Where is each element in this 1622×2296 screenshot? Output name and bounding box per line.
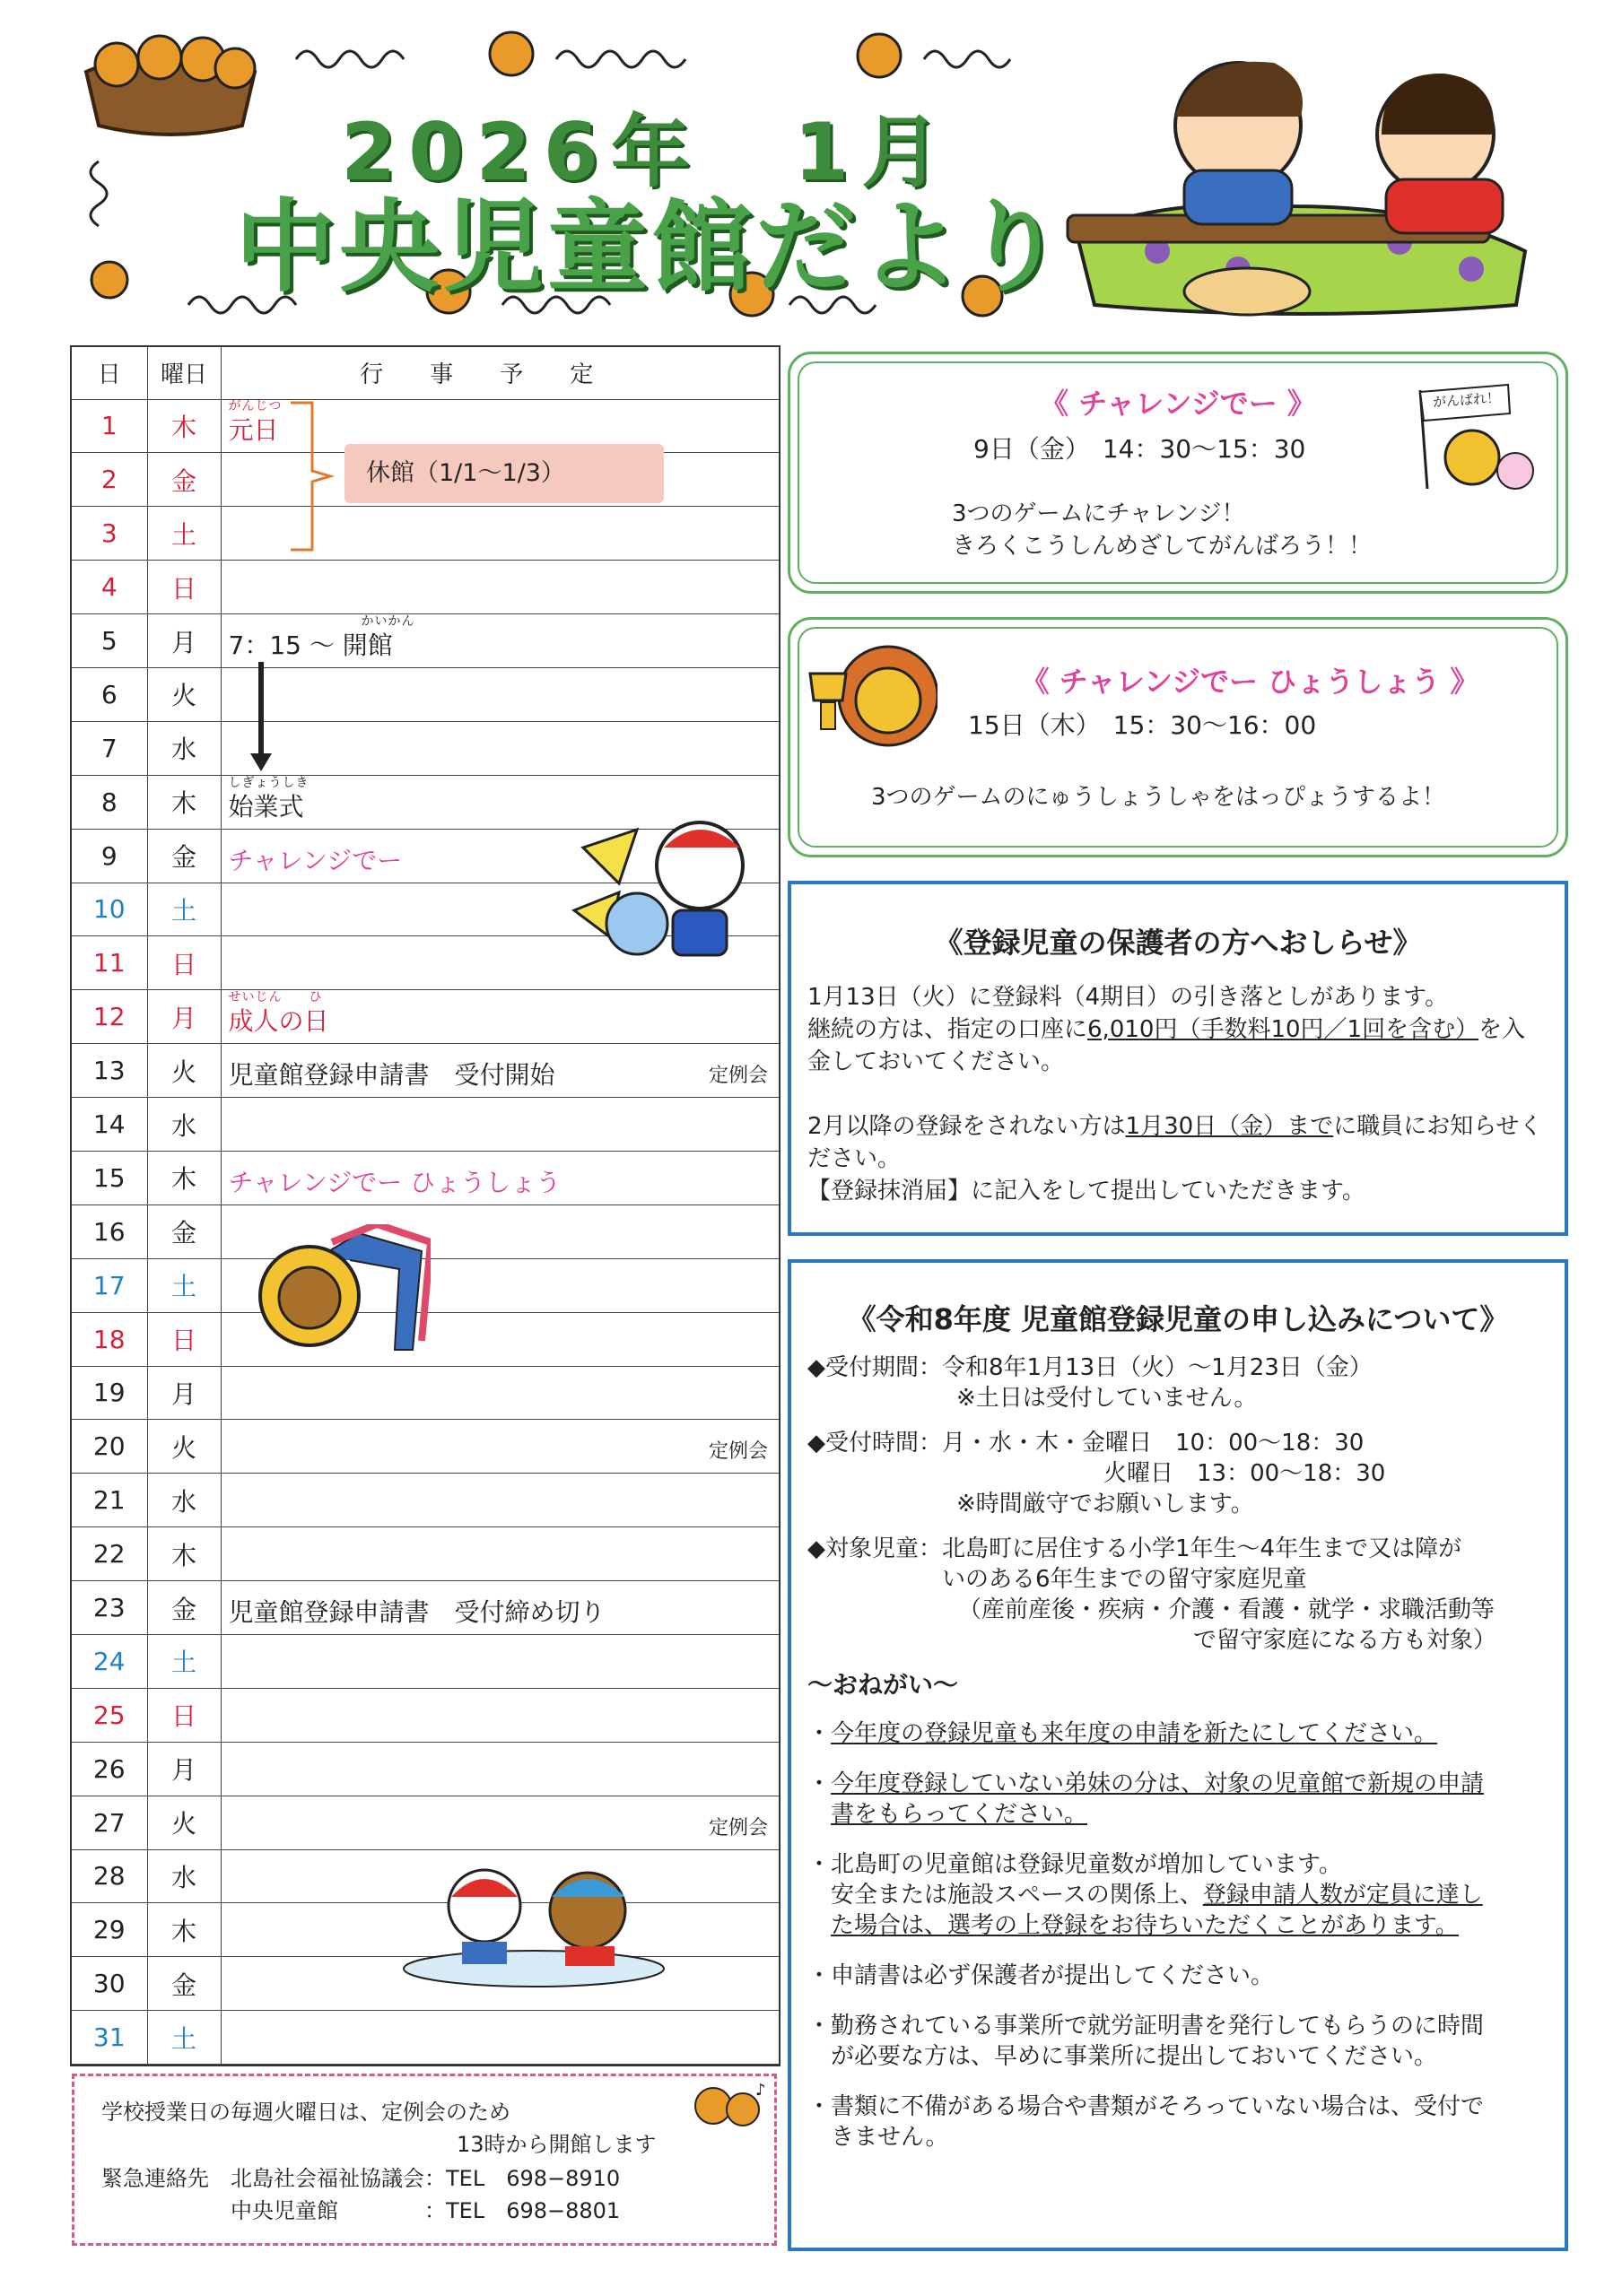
calendar-weekday: 水 <box>147 1474 221 1527</box>
event-label: 始業式 <box>228 791 304 822</box>
calendar-row <box>72 2011 779 2065</box>
calendar-event <box>221 2011 779 2065</box>
calendar-day: 29 <box>72 1903 147 1957</box>
onegai-heading: 〜おねがい〜 <box>807 1670 959 1700</box>
calendar-weekday: 木 <box>147 1903 221 1957</box>
request-5b: が必要な方は、早めに事業所に提出しておいてください。 <box>831 2043 1438 2070</box>
guardian-p2a: 2月以降の登録をされない方は <box>807 1113 1126 1140</box>
target-label: ◆対象児童： <box>807 1535 942 1562</box>
target2: いのある6年生までの留守家庭児童 <box>942 1566 1307 1593</box>
target3: （産前産後・疾病・介護・看護・就学・求職活動等 <box>958 1596 1496 1623</box>
calendar-weekday: 土 <box>147 507 221 561</box>
event-text <box>229 1163 562 1199</box>
target1: 北島町に居住する小学1年生〜4年生まで又は障が <box>942 1535 1462 1562</box>
contact-org1: 北島社会福祉協議会：TEL 698−8910 <box>231 2166 621 2191</box>
calendar-weekday: 土 <box>147 2011 221 2065</box>
apply-title: 《令和8年度 児童館登録児童の申し込みについて》 <box>847 1302 1509 1336</box>
calendar-weekday: 火 <box>147 667 221 721</box>
event-text <box>228 613 415 662</box>
hours-note: ※時間厳守でお願いします。 <box>956 1491 1254 1518</box>
calendar-row <box>72 1634 779 1688</box>
calendar-weekday: 金 <box>147 1581 221 1635</box>
header-events: 行事予定 <box>221 347 779 399</box>
calendar-row <box>72 1474 779 1527</box>
calendar-row <box>72 1044 779 1098</box>
request-3b: 安全または施設スペースの関係上、 <box>831 1882 1203 1909</box>
request-2a: 今年度登録していない弟妹の分は、対象の児童館で新規の申請 <box>831 1770 1485 1797</box>
calendar-day: 17 <box>72 1258 147 1312</box>
holiday-bracket <box>287 399 341 556</box>
event-label: 元日 <box>228 415 279 446</box>
arrow-down-icon <box>248 662 275 774</box>
skating-animals-illustration <box>399 1861 668 1991</box>
calendar-event <box>221 614 779 668</box>
award-time: 15日（木） 15：30〜16：00 <box>968 710 1317 740</box>
regular-meeting-label: 定例会 <box>708 1065 768 1088</box>
contact-org2: 中央児童館 ：TEL 698−8801 <box>231 2198 621 2223</box>
calendar-day: 13 <box>72 1044 147 1098</box>
guardian-p1c: 6,010円（手数料10円／1回を含む） <box>1087 1016 1479 1043</box>
ruby-text: しぎょうしき <box>228 775 310 790</box>
calendar-day: 5 <box>72 614 147 668</box>
calendar-weekday: 火 <box>147 1044 221 1098</box>
calendar-day: 20 <box>72 1420 147 1474</box>
svg-text:♪: ♪ <box>755 2081 766 2100</box>
calendar-day: 23 <box>72 1581 147 1635</box>
guardian-notice-box <box>788 881 1568 1236</box>
hours2: 火曜日 13：00〜18：30 <box>1103 1460 1386 1487</box>
request-4: 申請書は必ず保護者が提出してください。 <box>831 1962 1275 1989</box>
calendar-weekday: 水 <box>147 1849 221 1903</box>
orange-characters-icon <box>691 2079 772 2133</box>
calendar-weekday: 水 <box>147 721 221 775</box>
request-2b: 書をもらってください。 <box>831 1801 1088 1828</box>
calendar-weekday: 日 <box>147 936 221 990</box>
calendar-weekday: 土 <box>147 1634 221 1688</box>
event-label: 7：15 〜 開館 <box>228 630 393 660</box>
challenge-award-box <box>788 617 1568 857</box>
calendar-event <box>221 1474 779 1527</box>
calendar-day: 1 <box>72 399 147 453</box>
calendar-row <box>72 667 779 721</box>
calendar-day: 18 <box>72 1312 147 1366</box>
guardian-p2b: 1月30日（金）まで <box>1125 1113 1334 1140</box>
event-text <box>228 990 329 1038</box>
calendar-day: 25 <box>72 1688 147 1742</box>
calendar-row <box>72 1151 779 1205</box>
event-text <box>229 1056 555 1091</box>
event-label: 児童館登録申請書 受付締め切り <box>228 1596 606 1627</box>
event-text <box>228 399 283 447</box>
guardian-p1d: を入金しておいてください。 <box>807 1016 1526 1075</box>
calendar-weekday: 月 <box>147 1742 221 1796</box>
calendar-day: 15 <box>72 1151 147 1205</box>
calendar-row <box>72 721 779 775</box>
header-year-month: 2026年 1月 <box>341 106 954 198</box>
calendar-row <box>72 1366 779 1420</box>
calendar-day: 16 <box>72 1205 147 1258</box>
calendar-weekday: 日 <box>147 1312 221 1366</box>
lion-trophy-illustration <box>803 638 937 754</box>
challenge-line2: きろくこうしんめざしてがんばろう！！ <box>952 533 1373 560</box>
calendar-weekday: 木 <box>147 1151 221 1205</box>
calendar-header-row <box>72 347 779 399</box>
calendar-event <box>221 1366 779 1420</box>
request-1: 今年度の登録児童も来年度の申請を新たにしてください。 <box>831 1720 1438 1747</box>
regular-meeting-label: 定例会 <box>708 1440 768 1464</box>
header-day: 日 <box>72 347 147 399</box>
request-5a: 勤務されている事業所で就労証明書を発行してもらうのに時間 <box>831 2013 1485 2039</box>
calendar-day: 30 <box>72 1957 147 2011</box>
calendar-event <box>221 1688 779 1742</box>
calendar-weekday: 水 <box>147 1098 221 1152</box>
flag-text: がんばれ！ <box>1432 389 1501 411</box>
event-label: チャレンジでー <box>228 845 403 875</box>
contact-label: 緊急連絡先 <box>101 2166 209 2191</box>
calendar-row <box>72 1581 779 1635</box>
calendar-day: 26 <box>72 1742 147 1796</box>
calendar-weekday: 木 <box>147 1527 221 1581</box>
calendar-event <box>221 1634 779 1688</box>
calendar-day: 19 <box>72 1366 147 1420</box>
calendar-day: 31 <box>72 2011 147 2065</box>
calendar-weekday: 木 <box>147 775 221 829</box>
challenge-day-box <box>788 352 1568 594</box>
guardian-p1a: 1月13日（火）に登録料（4期目）の引き落としがあります。 <box>807 984 1449 1011</box>
calendar-row <box>72 1527 779 1581</box>
calendar-weekday: 月 <box>147 990 221 1044</box>
calendar-day: 24 <box>72 1634 147 1688</box>
event-text <box>228 775 310 823</box>
calendar-row <box>72 1098 779 1152</box>
event-label: チャレンジでー ひょうしょう <box>228 1167 562 1197</box>
calendar-day: 6 <box>72 667 147 721</box>
calendar-weekday: 日 <box>147 1688 221 1742</box>
hours1: 月・水・木・金曜日 10：00〜18：30 <box>942 1430 1365 1457</box>
request-6b: きません。 <box>831 2124 949 2151</box>
guardian-p2c: に職員にお知らせください。 <box>807 1113 1543 1172</box>
notice-line2: 13時から開館します <box>457 2132 657 2157</box>
calendar-day: 21 <box>72 1474 147 1527</box>
calendar-day: 14 <box>72 1098 147 1152</box>
calendar-weekday: 月 <box>147 614 221 668</box>
request-3a: 北島町の児童館は登録児童数が増加しています。 <box>831 1851 1342 1878</box>
guardian-p2d: 【登録抹消届】に記入をして提出していただきます。 <box>807 1178 1365 1205</box>
event-text <box>229 841 403 877</box>
ruby-text: かいかん <box>361 613 415 629</box>
hours-label: ◆受付時間： <box>807 1430 942 1457</box>
calendar-day: 10 <box>72 883 147 936</box>
calendar-day: 7 <box>72 721 147 775</box>
calendar-day: 22 <box>72 1527 147 1581</box>
calendar-day: 27 <box>72 1796 147 1849</box>
calendar-weekday: 金 <box>147 829 221 883</box>
calendar-weekday: 火 <box>147 1796 221 1849</box>
calendar-day: 11 <box>72 936 147 990</box>
challenge-time: 9日（金） 14：30〜15：30 <box>973 434 1306 464</box>
kotatsu-kids-illustration <box>1068 62 1525 315</box>
calendar-weekday: 木 <box>147 399 221 453</box>
calendar-day: 2 <box>72 453 147 507</box>
calendar-event <box>221 990 779 1044</box>
calendar-event <box>221 1420 779 1474</box>
request-6a: 書類に不備がある場合や書類がそろっていない場合は、受付で <box>831 2093 1485 2120</box>
kids-running-illustration <box>565 812 780 982</box>
calendar-row <box>72 1420 779 1474</box>
calendar-day: 12 <box>72 990 147 1044</box>
calendar-event <box>221 1098 779 1152</box>
notice-line1: 学校授業日の毎週火曜日は、定例会のため <box>101 2100 510 2125</box>
calendar-day: 28 <box>72 1849 147 1903</box>
calendar-weekday: 金 <box>147 453 221 507</box>
calendar-row <box>72 1796 779 1849</box>
request-3c: 登録申請人数が定員に達し <box>1202 1882 1483 1909</box>
event-label: 児童館登録申請書 受付開始 <box>228 1060 555 1091</box>
calendar-day: 3 <box>72 507 147 561</box>
calendar-weekday: 日 <box>147 561 221 614</box>
calendar-event <box>221 721 779 775</box>
calendar-row <box>72 990 779 1044</box>
calendar-row <box>72 1742 779 1796</box>
period-label: ◆受付期間： <box>807 1354 942 1381</box>
calendar-row <box>72 561 779 614</box>
calendar-day: 4 <box>72 561 147 614</box>
calendar-weekday: 土 <box>147 883 221 936</box>
period-value: 令和8年1月13日（火）〜1月23日（金） <box>942 1354 1373 1381</box>
calendar-day: 8 <box>72 775 147 829</box>
ruby-text: がんじつ <box>228 399 283 414</box>
event-label: 成人の日 <box>228 1006 329 1037</box>
target4: で留守家庭になる方も対象） <box>1193 1627 1497 1654</box>
calendar-row <box>72 1688 779 1742</box>
calendar-event <box>221 1151 779 1205</box>
calendar-event <box>221 1044 779 1098</box>
basket-icon <box>86 36 255 135</box>
guardian-title: 《登録児童の保護者の方へおしらせ》 <box>934 926 1422 960</box>
calendar-event <box>221 667 779 721</box>
calendar-event <box>221 1796 779 1849</box>
calendar-event <box>221 561 779 614</box>
calendar-event <box>221 1527 779 1581</box>
calendar-row <box>72 507 779 561</box>
calendar-weekday: 土 <box>147 1258 221 1312</box>
ruby-text: せいじん ひ <box>228 990 323 1005</box>
calendar-weekday: 月 <box>147 1366 221 1420</box>
guardian-p1b: 継続の方は、指定の口座に <box>807 1016 1088 1043</box>
event-text <box>229 1593 606 1629</box>
calendar-weekday: 金 <box>147 1957 221 2011</box>
registration-application-box: 《令和8年度 児童館登録児童の申し込みについて》 ◆受付期間： 令和8年1月13日（火）〜1月23日（金） ※土日は受付していません。 ◆受付時間： 月・水・木・金曜日 10：00〜18：30 火曜日 13：00〜18：30 ※時間厳守でお願いします。 ◆対象児童： 北島町に居住する小学1年生〜4年生まで又は障が いのある6年生までの留守家庭児童 （産前産後・疾病・介護・看護・就学・求職活動等 で留守家庭になる方も対象） 〜おねがい〜 ・今年度の登録児童も来年度の申請を新たにしてください。 ・今年度登録していない弟妹の分は、対象の児童館で新規の申請 書をもらってください。 ・北島町の児童館は登録児童数が増加しています。 安全または施設スペースの関係上、登録申請人数が定員に達し た場合は、選考の上登録をお待ちいただくことがあります。 ・申請書は必ず保護者が提出してください。 ・勤務されている事業所で就労証明書を発行してもらうのに時間 が必要な方は、早めに事業所に提出しておいてください。 ・書類に不備がある場合や書類がそろっていない場合は、受付で きません。 <box>788 1259 1568 2251</box>
award-line1: 3つのゲームのにゅうしょうしゃをはっぴょうするよ！ <box>871 784 1446 811</box>
calendar-weekday: 金 <box>147 1205 221 1258</box>
calendar-event <box>221 1742 779 1796</box>
challenge-title: 《 チャレンジでー 》 <box>1040 387 1316 421</box>
calendar-day: 9 <box>72 829 147 883</box>
header-weekday: 曜日 <box>147 347 221 399</box>
medal-icon <box>242 1224 431 1359</box>
closed-period-label: 休館（1/1〜1/3） <box>344 444 664 503</box>
opening-notice <box>72 2074 777 2246</box>
calendar-row <box>72 614 779 668</box>
calendar-event <box>221 1581 779 1635</box>
award-title: 《 チャレンジでー ひょうしょう 》 <box>1020 665 1479 699</box>
header-title: 中央児童館だより <box>235 189 1068 306</box>
request-3d: た場合は、選考の上登録をお待ちいただくことがあります。 <box>831 1912 1459 1939</box>
event-calendar <box>70 345 780 2066</box>
challenge-line1: 3つのゲームにチャレンジ！ <box>952 500 1245 527</box>
period-note: ※土日は受付していません。 <box>956 1385 1258 1412</box>
regular-meeting-label: 定例会 <box>708 1816 768 1839</box>
calendar-weekday: 火 <box>147 1420 221 1474</box>
